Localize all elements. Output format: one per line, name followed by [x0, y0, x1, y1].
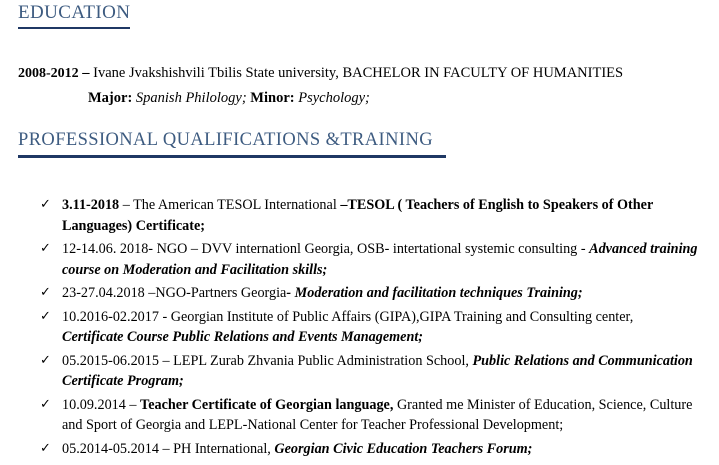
- check-icon: ✓: [40, 352, 51, 368]
- education-heading-underline: [18, 27, 130, 29]
- list-item-text: Public Relations and Communication Certificate Program;: [62, 352, 693, 389]
- major-value: Spanish Philology;: [135, 90, 247, 106]
- check-icon: ✓: [40, 308, 51, 324]
- list-item: [38, 351, 698, 392]
- list-item-text: – The American TESOL International: [122, 197, 341, 213]
- check-icon: ✓: [40, 285, 51, 300]
- list-item-text: 12-14.06. 2018- NGO – DVV internationl Georgia, OSB- intertational systemic consulting -: [62, 241, 590, 257]
- check-icon: ✓: [40, 241, 51, 256]
- list-item-text: 3.11-2018: [62, 197, 123, 213]
- list-item-text: 23-27.04.2018 –NGO-Partners Georgia: [62, 285, 287, 301]
- list-item-text: Teacher Certificate of Georgian language,: [140, 396, 394, 413]
- education-years: 2008-2012: [18, 66, 79, 81]
- list-item-text: - Moderation and facilitation techniques Training;: [286, 285, 583, 301]
- list-item-text: Advanced training course on Moderation and Facilitation skills;: [62, 241, 698, 278]
- section-heading-professional-qualifications: PROFESSIONAL QUALIFICATIONS &TRAINING: [18, 130, 433, 150]
- minor-value: Psychology;: [298, 90, 370, 106]
- list-item: [38, 283, 698, 304]
- list-item: [38, 239, 698, 280]
- major-label: Major:: [88, 90, 133, 106]
- list-item-text: Certificate Course Public Relations and Events Management;: [62, 329, 424, 345]
- education-entry: [18, 63, 623, 84]
- section-heading-education: EDUCATION: [18, 2, 131, 23]
- list-item-text: 05.2015-06.2015 – LEPL Zurab Zhvania Public Administration School,: [62, 352, 473, 369]
- education-institution: Ivane Jvakshishvili Tbilis State university, BACHELOR IN FACULTY OF HUMANITIES: [93, 65, 624, 81]
- education-major-minor: [88, 88, 370, 108]
- qualifications-list: [38, 195, 698, 462]
- professional-heading-underline: [18, 155, 446, 158]
- check-icon: ✓: [40, 440, 51, 456]
- list-item-text: Granted me Minister of Education, Science, Culture and Sport of Georgia and LEPL-National Center for Teacher Professional Development;: [62, 396, 693, 433]
- list-item: [38, 395, 698, 436]
- list-item: [38, 195, 698, 236]
- minor-label: Minor:: [250, 90, 295, 106]
- list-item-text: Georgian Civic Education Teachers Forum;: [274, 440, 533, 457]
- list-item: [38, 439, 698, 460]
- check-icon: ✓: [40, 197, 51, 212]
- list-item: [38, 307, 698, 348]
- list-item-text: 10.09.2014 –: [62, 396, 141, 413]
- list-item-text: –TESOL ( Teachers of English to Speakers of Other Languages) Certificate;: [62, 197, 654, 234]
- education-dash: –: [82, 65, 90, 81]
- check-icon: ✓: [40, 396, 51, 412]
- list-item-text: 05.2014-05.2014 – PH International,: [62, 440, 275, 457]
- list-item-text: 10.2016-02.2017 - Georgian Institute of Public Affairs (GIPA),GIPA Training and Consulting center,: [62, 308, 634, 325]
